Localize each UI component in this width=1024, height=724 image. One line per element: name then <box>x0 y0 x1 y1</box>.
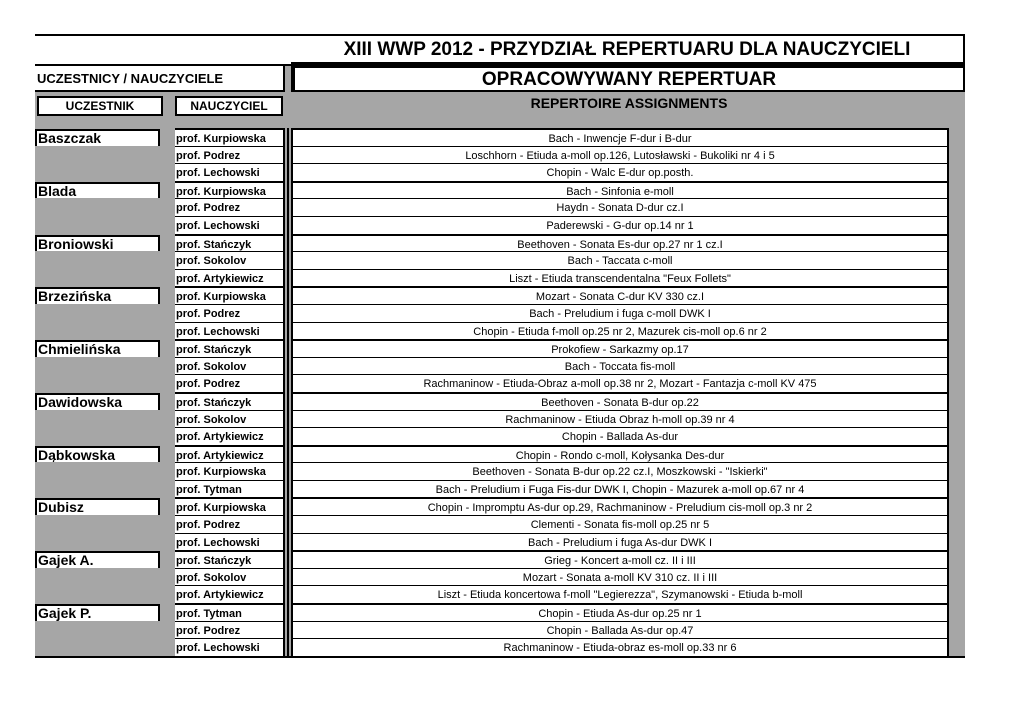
teacher-name: prof. Kurpiowska <box>175 128 283 148</box>
participant-name: Baszczak <box>35 129 160 148</box>
repertoire-cell: Beethoven - Sonata Es-dur op.27 nr 1 cz.I <box>291 234 949 254</box>
repertoire-cell: Chopin - Walc E-dur op.posth. <box>291 163 949 182</box>
table-row <box>35 357 965 375</box>
table-row <box>35 339 965 357</box>
table-row <box>35 198 965 216</box>
column-divider <box>283 198 289 216</box>
col-teacher-header: NAUCZYCIEL <box>175 96 283 116</box>
participant-name: Gajek P. <box>35 604 160 623</box>
table-row <box>35 427 965 445</box>
repertoire-cell: Haydn - Sonata D-dur cz.I <box>291 198 949 217</box>
page-title: XIII WWP 2012 - PRZYDZIAŁ REPERTUARU DLA NAUCZYCIELI <box>291 36 965 64</box>
title-row <box>35 34 965 64</box>
column-divider <box>283 163 289 181</box>
repertoire-cell: Beethoven - Sonata B-dur op.22 cz.I, Moszkowski - "Iskierki" <box>291 462 949 481</box>
participant-name: Chmielińska <box>35 340 160 359</box>
table-row <box>35 550 965 568</box>
teacher-name: prof. Sokolov <box>175 568 283 587</box>
table-row <box>35 621 965 639</box>
table-row <box>35 585 965 603</box>
column-divider <box>283 638 289 656</box>
teacher-name: prof. Artykiewicz <box>175 445 283 465</box>
table-row <box>35 445 965 463</box>
col-participant-header: UCZESTNIK <box>37 96 163 116</box>
column-divider <box>283 410 289 428</box>
table-row <box>35 462 965 480</box>
table-row <box>35 515 965 533</box>
column-divider <box>283 128 289 146</box>
teacher-name: prof. Lechowski <box>175 533 283 552</box>
repertoire-cell: Chopin - Rondo c-moll, Kołysanka Des-dur <box>291 445 949 465</box>
teacher-name: prof. Lechowski <box>175 163 283 182</box>
column-divider <box>283 181 289 199</box>
table-row <box>35 603 965 621</box>
table-row <box>35 146 965 164</box>
teacher-name: prof. Artykiewicz <box>175 585 283 604</box>
repertoire-cell: Chopin - Ballada As-dur <box>291 427 949 446</box>
repertoire-cell: Bach - Taccata c-moll <box>291 251 949 270</box>
column-divider <box>283 286 289 304</box>
column-divider <box>283 357 289 375</box>
table-row <box>35 533 965 551</box>
repertoire-cell: Rachmaninow - Etiuda-Obraz a-moll op.38 nr 2, Mozart - Fantazja c-moll KV 475 <box>291 374 949 393</box>
teacher-name: prof. Podrez <box>175 621 283 640</box>
repertoire-cell: Bach - Sinfonia e-moll <box>291 181 949 201</box>
table-row <box>35 181 965 199</box>
participant-name: Gajek A. <box>35 551 160 570</box>
repertoire-cell: Prokofiew - Sarkazmy op.17 <box>291 339 949 359</box>
column-divider <box>283 480 289 498</box>
column-divider <box>283 304 289 322</box>
teacher-name: prof. Podrez <box>175 374 283 393</box>
table-row <box>35 638 965 656</box>
repertoire-cell: Chopin - Etiuda f-moll op.25 nr 2, Mazurek cis-moll op.6 nr 2 <box>291 322 949 341</box>
repertoire-cell: Loschhorn - Etiuda a-moll op.126, Lutosławski - Bukoliki nr 4 i 5 <box>291 146 949 165</box>
repertoire-cell: Liszt - Etiuda transcendentalna "Feux Follets" <box>291 269 949 288</box>
repertoire-cell: Bach - Preludium i Fuga Fis-dur DWK I, Chopin - Mazurek a-moll op.67 nr 4 <box>291 480 949 499</box>
teacher-name: prof. Tytman <box>175 480 283 499</box>
participant-name: Broniowski <box>35 235 160 254</box>
table-row <box>35 304 965 322</box>
header-row <box>35 64 965 92</box>
participants-teachers-label: UCZESTNICY / NAUCZYCIELE <box>35 66 283 92</box>
teacher-name: prof. Sokolov <box>175 357 283 376</box>
repertoire-cell: Mozart - Sonata C-dur KV 330 cz.I <box>291 286 949 306</box>
teacher-name: prof. Podrez <box>175 146 283 165</box>
repertoire-cell: Chopin - Impromptu As-dur op.29, Rachmaninow - Preludium cis-moll op.3 nr 2 <box>291 497 949 517</box>
teacher-name: prof. Kurpiowska <box>175 497 283 517</box>
repertoire-subtitle: REPERTOIRE ASSIGNMENTS <box>530 95 728 111</box>
column-divider <box>283 427 289 445</box>
table-row <box>35 269 965 287</box>
repertoire-cell: Mozart - Sonata a-moll KV 310 cz. II i III <box>291 568 949 587</box>
table-row <box>35 568 965 586</box>
column-divider <box>283 568 289 586</box>
table-row <box>35 163 965 181</box>
repertoire-cell: Bach - Toccata fis-moll <box>291 357 949 376</box>
teacher-name: prof. Podrez <box>175 198 283 217</box>
bottom-border <box>35 656 965 658</box>
column-divider <box>283 392 289 410</box>
column-divider <box>283 339 289 357</box>
table-row <box>35 216 965 234</box>
repertoire-cell: Chopin - Ballada As-dur op.47 <box>291 621 949 640</box>
column-divider <box>283 462 289 480</box>
teacher-name: prof. Stańczyk <box>175 234 283 254</box>
table-row <box>35 251 965 269</box>
repertoire-cell: Liszt - Etiuda koncertowa f-moll "Legierezza", Szymanowski - Etiuda b-moll <box>291 585 949 604</box>
participant-name: Dawidowska <box>35 393 160 412</box>
table-row <box>35 480 965 498</box>
column-divider <box>283 603 289 621</box>
teacher-name: prof. Stańczyk <box>175 550 283 570</box>
teacher-name: prof. Stańczyk <box>175 392 283 412</box>
column-divider <box>283 234 289 252</box>
repertoire-header: OPRACOWYWANY REPERTUAR <box>293 66 965 92</box>
teacher-name: prof. Lechowski <box>175 322 283 341</box>
column-divider <box>283 445 289 463</box>
column-divider <box>283 550 289 568</box>
table-row <box>35 322 965 340</box>
participant-name: Brzezińska <box>35 287 160 306</box>
assignment-rows <box>35 128 965 656</box>
column-divider <box>283 146 289 164</box>
participant-name: Dąbkowska <box>35 446 160 465</box>
teacher-name: prof. Lechowski <box>175 638 283 657</box>
table-row <box>35 286 965 304</box>
column-divider <box>283 251 289 269</box>
table-row <box>35 374 965 392</box>
column-divider <box>283 533 289 551</box>
teacher-name: prof. Lechowski <box>175 216 283 235</box>
teacher-name: prof. Kurpiowska <box>175 462 283 481</box>
assignment-sheet <box>35 34 965 658</box>
teacher-name: prof. Sokolov <box>175 251 283 270</box>
table-row <box>35 234 965 252</box>
table-row <box>35 410 965 428</box>
column-divider <box>283 374 289 392</box>
table-row <box>35 128 965 146</box>
teacher-name: prof. Artykiewicz <box>175 269 283 288</box>
column-header-row <box>35 92 965 128</box>
repertoire-cell: Bach - Preludium i fuga As-dur DWK I <box>291 533 949 552</box>
column-divider <box>283 66 293 92</box>
repertoire-cell: Bach - Preludium i fuga c-moll DWK I <box>291 304 949 323</box>
teacher-name: prof. Kurpiowska <box>175 286 283 306</box>
repertoire-cell: Paderewski - G-dur op.14 nr 1 <box>291 216 949 235</box>
repertoire-cell: Rachmaninow - Etiuda-obraz es-moll op.33 nr 6 <box>291 638 949 657</box>
teacher-name: prof. Podrez <box>175 515 283 534</box>
column-divider <box>283 515 289 533</box>
teacher-name: prof. Podrez <box>175 304 283 323</box>
teacher-name: prof. Artykiewicz <box>175 427 283 446</box>
repertoire-cell: Clementi - Sonata fis-moll op.25 nr 5 <box>291 515 949 534</box>
participant-name: Dubisz <box>35 498 160 517</box>
teacher-name: prof. Kurpiowska <box>175 181 283 201</box>
column-divider <box>283 585 289 603</box>
column-divider <box>283 216 289 234</box>
column-divider <box>283 269 289 287</box>
table-row <box>35 392 965 410</box>
table-row <box>35 497 965 515</box>
repertoire-cell: Grieg - Koncert a-moll cz. II i III <box>291 550 949 570</box>
teacher-name: prof. Stańczyk <box>175 339 283 359</box>
column-divider <box>283 322 289 340</box>
repertoire-cell: Beethoven - Sonata B-dur op.22 <box>291 392 949 412</box>
repertoire-cell: Chopin - Etiuda As-dur op.25 nr 1 <box>291 603 949 623</box>
repertoire-cell: Bach - Inwencje F-dur i B-dur <box>291 128 949 148</box>
column-divider <box>283 497 289 515</box>
repertoire-cell: Rachmaninow - Etiuda Obraz h-moll op.39 nr 4 <box>291 410 949 429</box>
teacher-name: prof. Tytman <box>175 603 283 623</box>
column-divider <box>283 621 289 639</box>
teacher-name: prof. Sokolov <box>175 410 283 429</box>
participant-name: Blada <box>35 182 160 201</box>
